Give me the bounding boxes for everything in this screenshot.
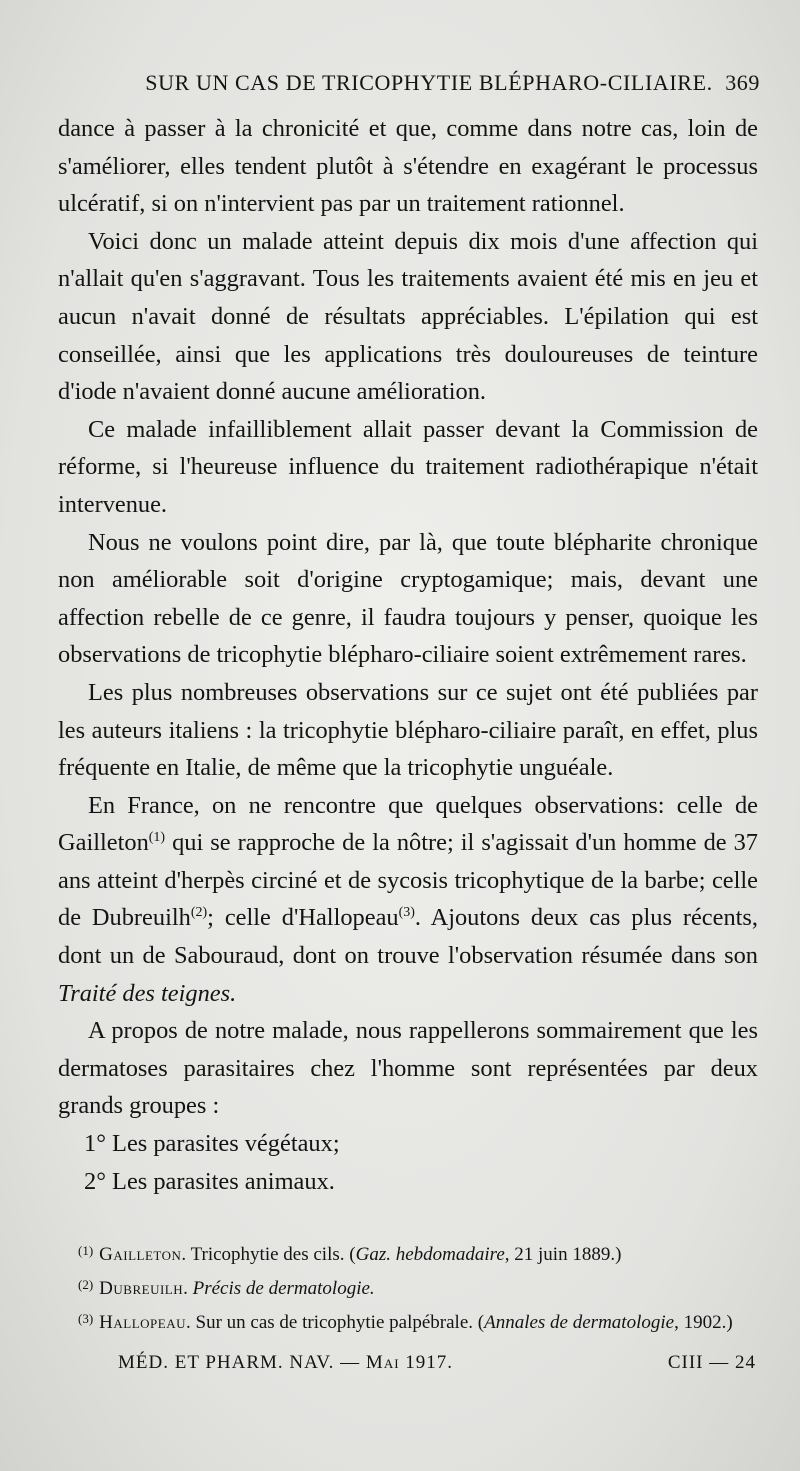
book-title: Traité des teignes. [58, 979, 237, 1007]
running-head [58, 70, 760, 106]
footnote-author: Gailleton [99, 1244, 182, 1265]
paragraph: dance à passer à la chronicité et que, comme dans notre cas, loin de s'améliorer, elles tendent plutôt à s'étendre en exagérant le processus ulcératif, si on n'intervient pas par un traitement rationnel. [58, 115, 758, 218]
footer-signature: CIII — 24 [667, 1352, 756, 1373]
body-text [58, 110, 758, 1200]
footnote-text: . [183, 1278, 193, 1299]
paragraph: A propos de notre malade, nous rappellerons sommairement que les dermatoses parasitaires chez l'homme sont représentées par deux grands groupes : [58, 1017, 758, 1120]
footnote-ref[interactable]: (3) [398, 905, 415, 921]
running-title: SUR UN CAS DE TRICOPHYTIE BLÉPHARO-CILIAIRE. [145, 70, 713, 95]
list [58, 1125, 758, 1200]
footer-journal: MÉD. ET PHARM. NAV. — Mai 1917. [118, 1352, 454, 1373]
page-footer [118, 1352, 756, 1384]
footnote [78, 1270, 758, 1304]
footnote-mark: (2) [78, 1277, 94, 1292]
footnote-source: Précis de dermatologie. [192, 1278, 375, 1299]
list-item: 2° Les parasites animaux. [84, 1167, 335, 1195]
text-run: ; celle d'Hallopeau [207, 904, 399, 932]
footnote-mark: (3) [78, 1311, 94, 1326]
text-run: qui se rapproche de la nôtre; il s'agissait d'un homme de 37 ans atteint d'herpès circiné et de sycosis tricophytique de la barbe; celle de Dubreuilh [58, 829, 758, 932]
footnote-ref[interactable]: (2) [190, 905, 208, 921]
paragraph [58, 787, 758, 1013]
paragraph: Voici donc un malade atteint depuis dix mois d'une affection qui n'allait qu'en s'aggravant. Tous les traitements avaient été mis en jeu et aucun n'avait donné de résultats appréciables. L'épilation qui est conseillée, ainsi que les applications très douloureuses de teinture d'iode n'avaient donné aucune amélioration. [58, 227, 758, 406]
footnote-mark: (1) [78, 1243, 94, 1258]
page-number: 369 [725, 70, 760, 95]
footnote [78, 1304, 758, 1338]
footnote-ref[interactable]: (1) [148, 830, 166, 846]
text-run: . Ajoutons deux cas plus récents, dont un de Sabouraud, dont on trouve l'observation résumée dans son [58, 904, 758, 970]
footnote [78, 1236, 758, 1270]
footnote-source: Annales de dermatologie [484, 1312, 675, 1333]
footnote-author: Dubreuilh [99, 1278, 184, 1299]
text-run: En France, on ne rencontre que quelques observations: celle de Gailleton [58, 791, 758, 857]
footnote-text: , 1902.) [674, 1312, 733, 1333]
paragraph: Ce malade infailliblement allait passer devant la Commission de réforme, si l'heureuse influence du traitement radiothérapique n'était intervenue. [58, 415, 758, 518]
footnote-author: Hallopeau [99, 1312, 186, 1333]
list-item: 1° Les parasites végétaux; [84, 1130, 340, 1158]
footnotes [78, 1236, 758, 1338]
footnote-source: Gaz. hebdomadaire [355, 1244, 505, 1265]
paragraph: Nous ne voulons point dire, par là, que toute blépharite chronique non améliorable soit d'origine cryptogamique; mais, devant une affection rebelle de ce genre, il faudra toujours y penser, quoique les observations de tricophytie blépharo-ciliaire soient extrêmement rares. [58, 528, 758, 669]
paragraph: Les plus nombreuses observations sur ce sujet ont été publiées par les auteurs italiens : la tricophytie blépharo-ciliaire paraît, en effet, plus fréquente en Italie, de même que la tricophytie unguéale. [58, 678, 758, 782]
footnote-text: . Sur un cas de tricophytie palpébrale. ( [186, 1312, 485, 1333]
footnote-text: , 21 juin 1889.) [504, 1244, 622, 1265]
footnote-text: . Tricophytie des cils. ( [181, 1244, 356, 1265]
